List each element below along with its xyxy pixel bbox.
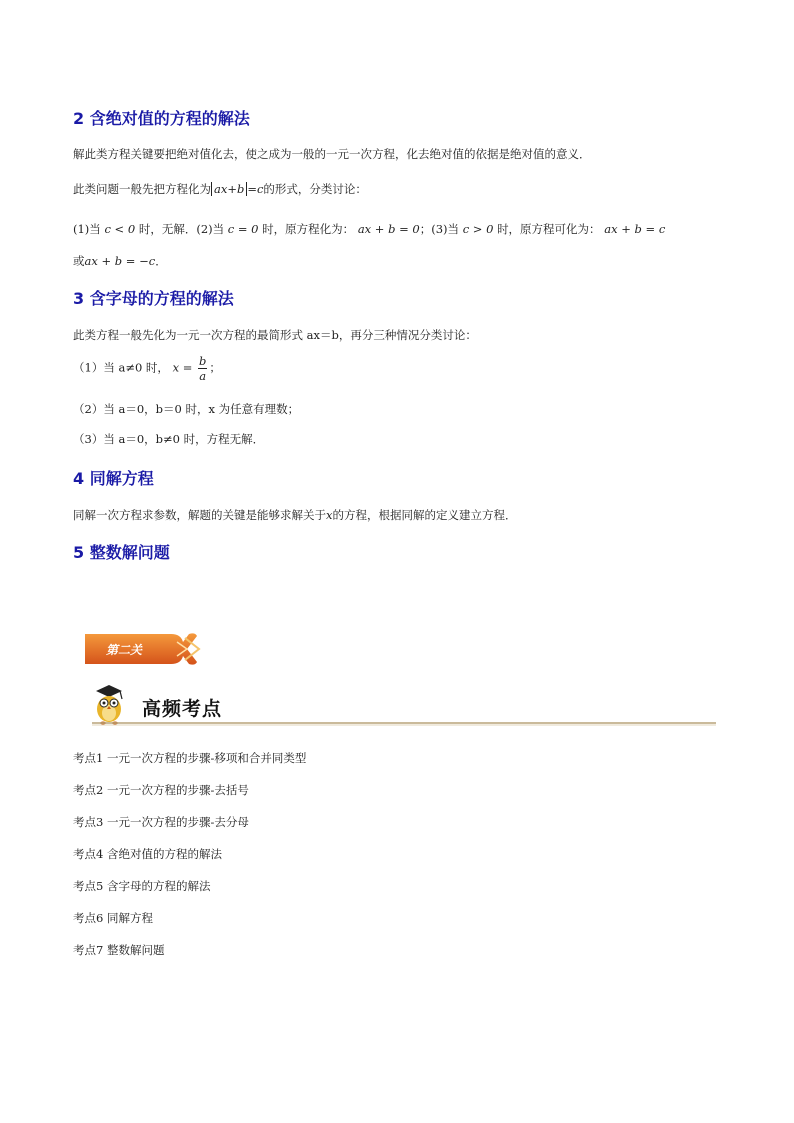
case2-equation: ax + b = 0: [357, 222, 420, 236]
abs-expression: ax+b: [211, 182, 247, 196]
case1-condition: c < 0: [104, 222, 136, 236]
s3-paragraph-1: 此类方程一般先化为一元一次方程的最简形式 ax＝b，再分三种情况分类讨论：: [73, 328, 477, 342]
fraction-denominator: a: [199, 369, 207, 383]
kaodian-item-5: 考点5 含字母的方程的解法: [73, 879, 211, 893]
level-banner: [85, 632, 205, 666]
s2-p2-post: 的形式，分类讨论：: [263, 182, 367, 196]
case2-text: 时，原方程化为：: [262, 222, 355, 236]
section-title: 高频考点: [142, 698, 223, 720]
case3-condition: c > 0: [462, 222, 494, 236]
case3-text: 时，原方程可化为：: [497, 222, 601, 236]
kaodian-item-1: 考点1 一元一次方程的步骤-移项和合并同类型: [73, 751, 307, 765]
case3-prefix: ；(3)当: [419, 222, 460, 236]
s3-case-1: [73, 354, 221, 383]
s3-case1-x: x =: [172, 360, 193, 375]
s3-case1-end: ；: [209, 360, 221, 375]
fraction-numerator: b: [199, 354, 207, 368]
banner-label: 第二关: [106, 643, 143, 657]
s4-p1-x: x: [326, 508, 333, 522]
s2-paragraph-1: 解此类方程关键要把绝对值化去，使之成为一般的一元一次方程，化去绝对值的依据是绝对值的意义．: [73, 147, 591, 161]
s2-paragraph-2: [73, 181, 367, 197]
case3-equation: ax + b = c: [604, 222, 666, 236]
kaodian-item-7: 考点7 整数解问题: [73, 943, 165, 957]
s2-cases-line-2: [73, 253, 167, 269]
section-heading-4: 4 同解方程: [73, 469, 154, 488]
case1-prefix: (1)当: [73, 222, 101, 236]
kaodian-item-3: 考点3 一元一次方程的步骤-去分母: [73, 815, 249, 829]
section-heading-2: 2 含绝对值的方程的解法: [73, 109, 250, 128]
kaodian-item-4: 考点4 含绝对值的方程的解法: [73, 847, 222, 861]
case3-or: 或: [73, 254, 85, 268]
section-heading-3: 3 含字母的方程的解法: [73, 289, 234, 308]
s3-case-2: （2）当 a＝0，b＝0 时，x 为任意有理数；: [73, 402, 300, 416]
s4-p1-b: 的方程，根据同解的定义建立方程．: [332, 508, 517, 522]
section-divider: [92, 720, 716, 726]
case3-equation-alt: ax + b = −c: [84, 254, 156, 268]
case3-end: ．: [155, 254, 167, 268]
fraction-b-over-a: [198, 354, 207, 383]
s3-case1-text: （1）当 a≠0 时，: [73, 360, 169, 375]
s4-p1-a: 同解一次方程求参数，解题的关键是能够求解关于: [73, 508, 326, 522]
s2-p2-eq: =c: [247, 182, 264, 196]
s2-cases-line: [73, 221, 665, 237]
owl-mascot-icon: [92, 683, 126, 725]
s3-case-3: （3）当 a＝0，b≠0 时，方程无解．: [73, 432, 265, 446]
kaodian-item-2: 考点2 一元一次方程的步骤-去括号: [73, 783, 249, 797]
s4-paragraph-1: [73, 507, 517, 523]
kaodian-item-6: 考点6 同解方程: [73, 911, 153, 925]
case1-text: 时，无解．(2)当: [138, 222, 225, 236]
section-heading-5: 5 整数解问题: [73, 543, 170, 562]
s2-p2-pre: 此类问题一般先把方程化为: [73, 182, 211, 196]
case2-condition: c = 0: [227, 222, 259, 236]
